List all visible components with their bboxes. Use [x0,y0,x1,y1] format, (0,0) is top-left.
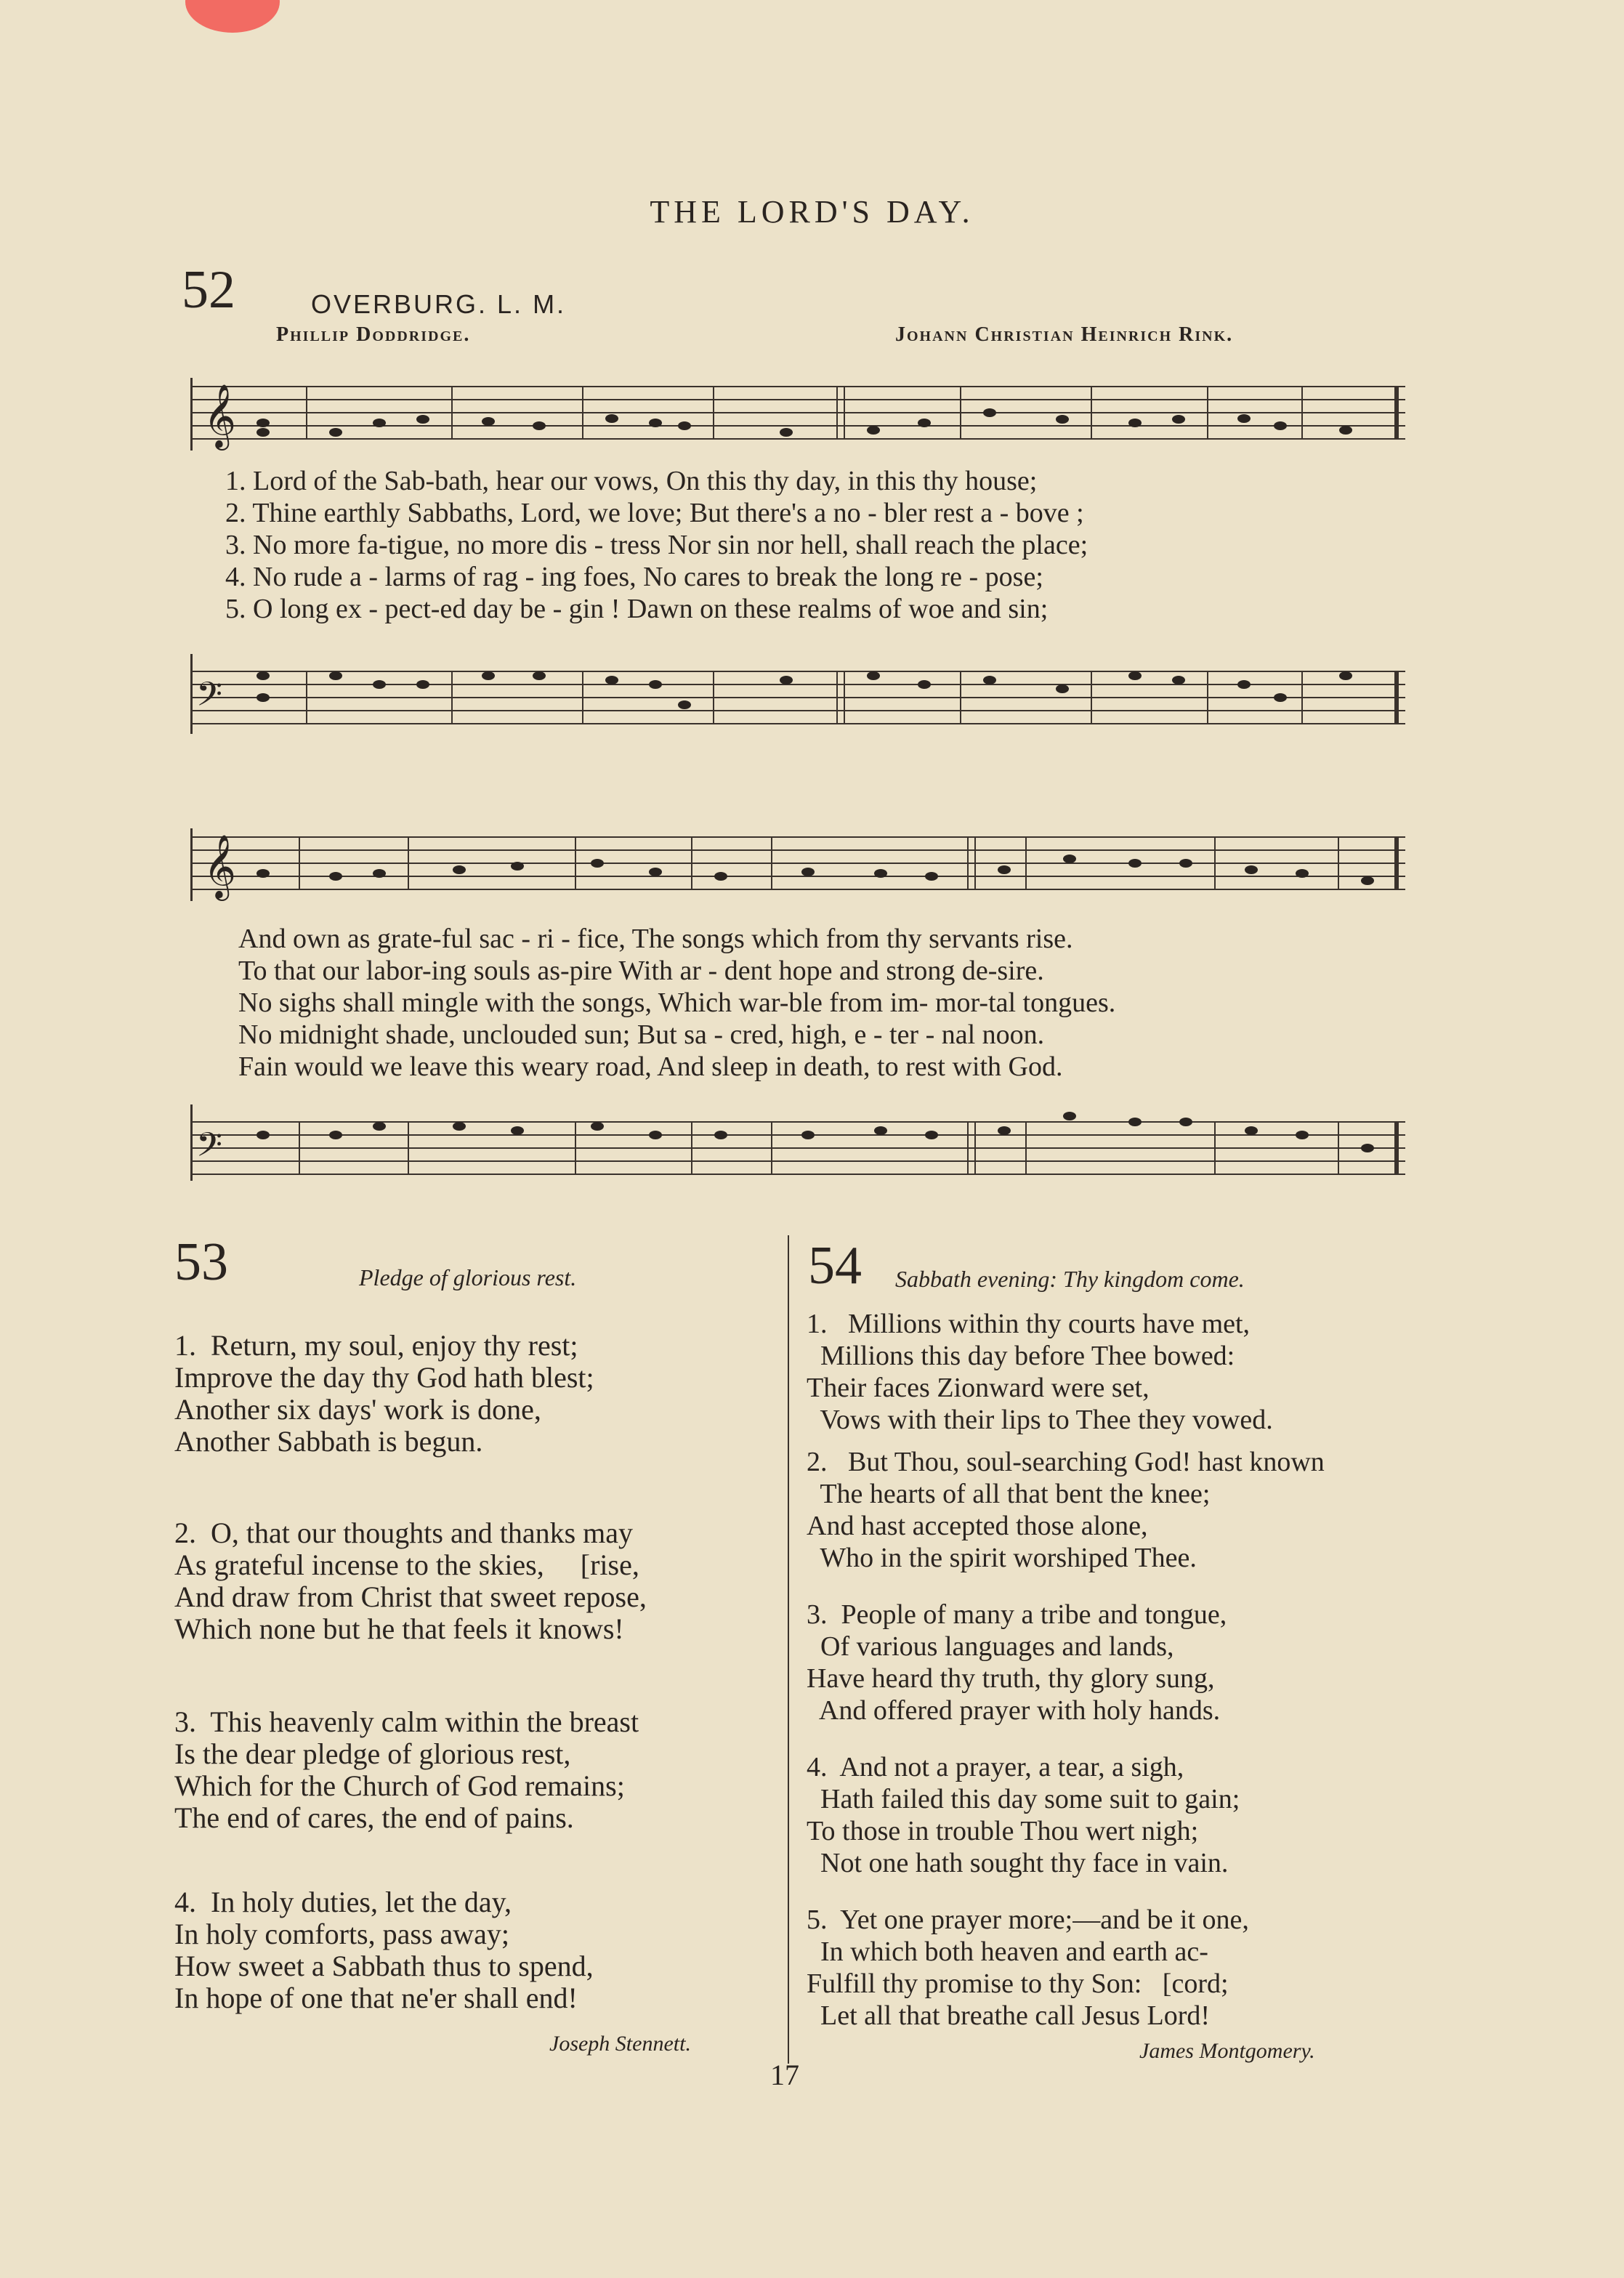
hymn-54-verse-4: 4. And not a prayer, a tear, a sigh, Hath failed this day some suit to gain; To those in trouble Thou wert nigh; Not one hath sought thy face in vain. [807,1752,1240,1878]
page-number: 17 [770,2059,799,2091]
svg-text:𝄞: 𝄞 [203,386,236,447]
ink-stain [185,0,280,33]
hymn-52-verse-5-line-b: Fain would we leave this weary road, And sleep in death, to rest with God. [238,1051,1063,1082]
treble-staff-system-2 [190,828,1405,908]
hymn-53-author: Joseph Stennett. [549,2032,691,2056]
hymn-54-number: 54 [808,1236,862,1296]
bass-staff-system-1 [190,654,1405,734]
hymn-52-verse-4-line-a: 4. No rude a - larms of rag - ing foes, No cares to break the long re - pose; [225,562,1043,592]
hymn-54-verse-2: 2. But Thou, soul-searching God! hast known The hearts of all that bent the knee; And hast accepted those alone, Who in the spirit worshiped Thee. [807,1447,1325,1573]
hymn-52-verse-3-line-a: 3. No more fa-tigue, no more dis - tress Nor sin nor hell, shall reach the place; [225,530,1088,560]
lyricist-credit: Phillip Doddridge. [276,323,471,346]
hymn-54-verse-3: 3. People of many a tribe and tongue, Of various languages and lands, Have heard thy truth, thy glory sung, And offered prayer with holy hands. [807,1599,1227,1726]
hymn-53-verse-2: 2. O, that our thoughts and thanks may As grateful incense to the skies, [rise, And draw from Christ that sweet repose, Which none but he that feels it knows! [174,1516,647,1645]
composer-credit: Johann Christian Heinrich Rink. [895,323,1234,346]
hymn-53-subtitle: Pledge of glorious rest. [359,1264,577,1291]
hymn-54-author: James Montgomery. [1139,2039,1315,2063]
svg-text:𝄢: 𝄢 [196,1127,223,1172]
hymn-54-subtitle: Sabbath evening: Thy kingdom come. [895,1266,1245,1292]
hymn-53-number: 53 [174,1232,228,1292]
bass-staff-system-2 [190,1090,1405,1184]
hymn-52-verse-2-line-b: To that our labor-ing souls as-pire With ar - dent hope and strong de-sire. [238,956,1044,986]
svg-text:𝄢: 𝄢 [196,676,223,722]
hymn-54-verse-5: 5. Yet one prayer more;—and be it one, In which both heaven and earth ac- Fulfill thy promise to thy Son: [cord; Let all that breathe call Jesus Lord! [807,1905,1249,2031]
hymn-52-verse-1-line-b: And own as grate-ful sac - ri - fice, The songs which from thy servants rise. [238,924,1073,954]
hymn-52-number: 52 [182,260,235,320]
hymn-52-verse-3-line-b: No sighs shall mingle with the songs, Which war-ble from im- mor-tal tongues. [238,987,1116,1018]
hymn-52-verse-2-line-a: 2. Thine earthly Sabbaths, Lord, we love; But there's a no - bler rest a - bove ; [225,498,1084,528]
hymn-54-verse-1: 1. Millions within thy courts have met, Millions this day before Thee bowed: Their faces Zionward were set, Vows with their lips to Thee they vowed. [807,1309,1273,1435]
svg-text:𝄞: 𝄞 [203,836,236,897]
hymn-53-verse-3: 3. This heavenly calm within the breast Is the dear pledge of glorious rest, Which for the Church of God remains; The end of cares, the end of pains. [174,1705,639,1834]
column-divider [788,1235,789,2064]
section-title: THE LORD'S DAY. [650,194,974,230]
hymn-53-verse-1: 1. Return, my soul, enjoy thy rest; Improve the day thy God hath blest; Another six days' work is done, Another Sabbath is begun. [174,1329,594,1458]
hymn-53-verse-4: 4. In holy duties, let the day, In holy comforts, pass away; How sweet a Sabbath thus to spend, In hope of one that ne'er shall end! [174,1886,594,2014]
tune-name: OVERBURG. L. M. [311,289,567,319]
treble-staff-system-1 [190,378,1405,451]
hymn-52-verse-5-line-a: 5. O long ex - pect-ed day be - gin ! Dawn on these realms of woe and sin; [225,594,1049,624]
hymn-52-verse-4-line-b: No midnight shade, unclouded sun; But sa - cred, high, e - ter - nal noon. [238,1019,1045,1050]
hymn-52-verse-1-line-a: 1. Lord of the Sab-bath, hear our vows, On this thy day, in this thy house; [225,466,1038,496]
